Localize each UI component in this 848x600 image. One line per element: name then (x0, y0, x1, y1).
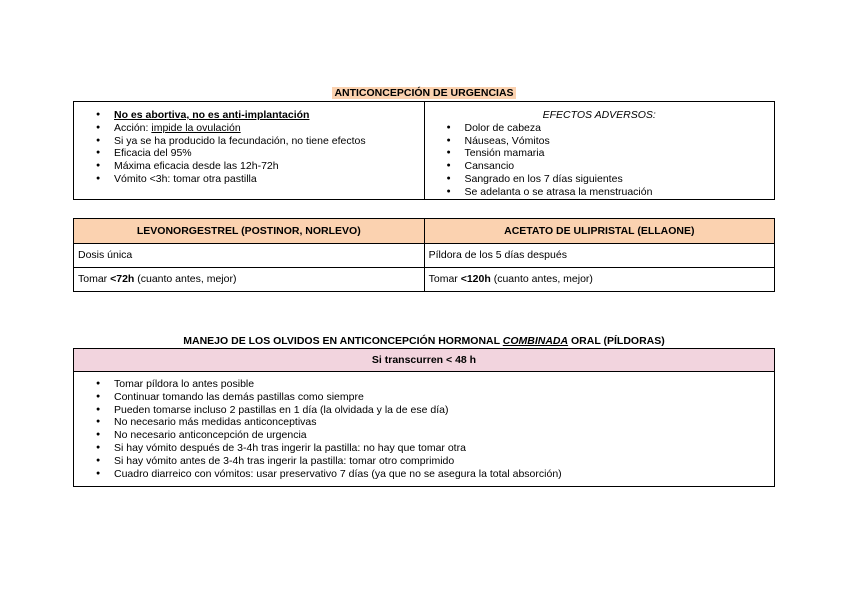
timing-prefix: Tomar (428, 273, 461, 285)
list-item (74, 404, 774, 417)
ulipristal-header: ACETATO DE ULIPRISTAL (ELLAONE) (424, 219, 774, 244)
timing-limit: <72h (110, 273, 135, 285)
title-prefix: MANEJO DE LOS OLVIDOS EN ANTICONCEPCIÓN HORMONAL (183, 335, 503, 347)
timing-suffix: (cuanto antes, mejor) (134, 273, 237, 285)
list-item (74, 109, 424, 122)
list-item (74, 147, 424, 160)
list-item-text: Se adelanta o se atrasa la menstruación (464, 185, 653, 198)
list-item (74, 135, 424, 148)
drugs-table (73, 218, 775, 292)
urgency-info-cell (74, 102, 425, 200)
list-item-text: Tensión mamaria (464, 147, 545, 160)
list-item (425, 135, 775, 148)
timing-prefix: Tomar (78, 273, 111, 285)
list-item-text: Si hay vómito después de 3-4h tras ingerir la pastilla: no hay que tomar otra (114, 441, 466, 454)
list-item-text: Náuseas, Vómitos (464, 134, 550, 147)
urgency-title-text: ANTICONCEPCIÓN DE URGENCIAS (334, 87, 514, 99)
urgency-title (0, 87, 848, 99)
timing-limit: <120h (460, 273, 491, 285)
list-item-text: No necesario más medidas anticonceptivas (114, 416, 317, 429)
list-item (425, 122, 775, 135)
list-item-text: Pueden tomarse incluso 2 pastillas en 1 día (la olvidada y la de ese día) (114, 403, 449, 416)
list-item-text: Máxima eficacia desde las 12h-72h (114, 160, 279, 173)
title-suffix: ORAL (PÍLDORAS) (568, 335, 665, 347)
adverse-effects-title: EFECTOS ADVERSOS: (542, 109, 656, 121)
list-item-text: Vómito <3h: tomar otra pastilla (114, 172, 257, 185)
adverse-effects-list (425, 122, 775, 199)
levonorgestrel-timing (74, 268, 425, 292)
list-item-text: No necesario anticoncepción de urgencia (114, 429, 307, 442)
not-abortive-text: No es abortiva, no es anti-implantación (114, 109, 310, 121)
ulipristal-dose: Píldora de los 5 días después (424, 244, 774, 268)
ulipristal-timing (424, 268, 774, 292)
levonorgestrel-dose: Dosis única (74, 244, 425, 268)
list-item-text: Tomar píldora lo antes posible (114, 378, 255, 390)
urgency-info-list (74, 109, 424, 186)
list-item-text: Si hay vómito antes de 3-4h tras ingerir la pastilla: tomar otro comprimido (114, 454, 455, 467)
forgotten-48h-header: Si transcurren < 48 h (74, 349, 775, 372)
list-item (425, 160, 775, 173)
list-item-text: Si ya se ha producido la fecundación, no tiene efectos (114, 134, 366, 147)
list-item-text: Sangrado en los 7 días siguientes (464, 172, 623, 185)
title-emphasis: COMBINADA (502, 335, 569, 347)
list-item-text: Cansancio (464, 160, 515, 173)
levonorgestrel-header: LEVONORGESTREL (POSTINOR, NORLEVO) (74, 219, 425, 244)
list-item (74, 378, 774, 391)
list-item (425, 147, 775, 160)
list-item-text: Dolor de cabeza (464, 121, 541, 134)
list-item (74, 122, 424, 135)
list-item (425, 186, 775, 199)
adverse-effects-cell (424, 102, 775, 200)
list-item (425, 173, 775, 186)
list-item-text: Continuar tomando las demás pastillas como siempre (114, 390, 364, 403)
forgotten-pills-title (0, 335, 848, 347)
list-item (74, 173, 424, 186)
list-item (74, 416, 774, 429)
list-item (74, 468, 774, 481)
urgency-table (73, 101, 775, 200)
list-item (74, 160, 424, 173)
list-item-text: Cuadro diarreico con vómitos: usar preservativo 7 días (ya que no se asegura la total absorción) (114, 467, 562, 480)
forgotten-instructions-cell (74, 372, 775, 487)
list-item-text: Eficacia del 95% (114, 147, 192, 160)
timing-suffix: (cuanto antes, mejor) (490, 273, 593, 285)
action-label: Acción: (114, 121, 152, 134)
list-item (74, 429, 774, 442)
action-text: impide la ovulación (151, 121, 241, 134)
list-item (74, 442, 774, 455)
list-item (74, 455, 774, 468)
forgotten-pills-table (73, 348, 775, 487)
forgotten-instructions-list (74, 378, 774, 480)
list-item (74, 391, 774, 404)
